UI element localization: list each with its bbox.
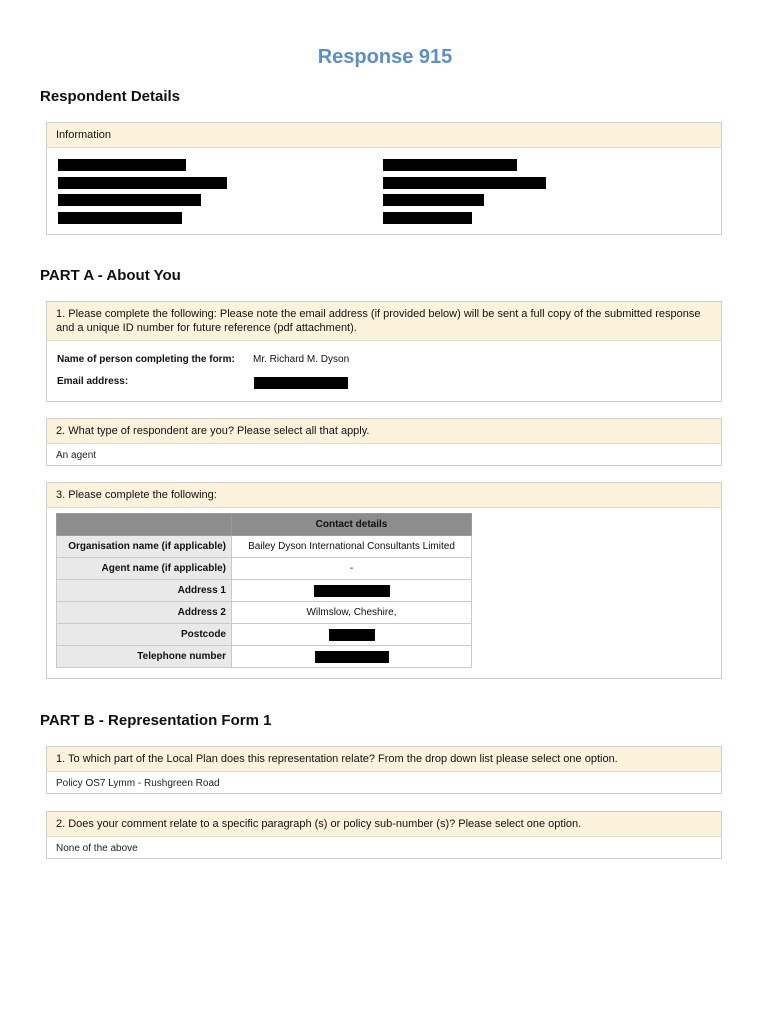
- table-row: [57, 580, 472, 602]
- part-b-question-2-panel: [46, 811, 722, 859]
- part-a-question-3-text: 3. Please complete the following:: [47, 483, 721, 508]
- part-a-question-2-answer: An agent: [56, 450, 97, 461]
- email-label: Email address:: [57, 376, 129, 387]
- redaction-block: [383, 159, 517, 171]
- row-value: Wilmslow, Cheshire,: [232, 602, 472, 624]
- redaction-block: [383, 212, 472, 224]
- row-label: Agent name (if applicable): [57, 558, 232, 580]
- part-a-question-2-panel: [46, 418, 722, 466]
- redaction-block: [314, 585, 390, 597]
- redaction-block: [58, 177, 227, 189]
- row-label: Organisation name (if applicable): [57, 536, 232, 558]
- table-row: [57, 536, 472, 558]
- contact-details-table: [56, 513, 472, 668]
- table-row: [57, 646, 472, 668]
- name-label: Name of person completing the form:: [57, 354, 235, 365]
- information-panel: [46, 122, 722, 235]
- part-b-question-2-answer: None of the above: [56, 843, 138, 854]
- redaction-block: [329, 629, 375, 641]
- part-b-question-1-answer: Policy OS7 Lymm - Rushgreen Road: [56, 778, 220, 789]
- part-a-question-1-text: 1. Please complete the following: Please note the email address (if provided below) will be sent a full copy of the submitted response and a unique ID number for future reference (pdf attachment).: [47, 302, 721, 341]
- row-label: Address 2: [57, 602, 232, 624]
- row-label: Telephone number: [57, 646, 232, 668]
- information-panel-header: Information: [47, 123, 721, 148]
- name-value: Mr. Richard M. Dyson: [253, 354, 350, 365]
- table-row: [57, 558, 472, 580]
- respondent-details-heading: Respondent Details: [40, 88, 181, 105]
- row-value: -: [232, 558, 472, 580]
- table-header-contact-details: Contact details: [232, 514, 472, 536]
- row-value-redacted: [232, 624, 472, 646]
- row-label: Postcode: [57, 624, 232, 646]
- redaction-block: [383, 177, 546, 189]
- redaction-block: [58, 212, 182, 224]
- part-b-question-2-text: 2. Does your comment relate to a specific paragraph (s) or policy sub-number (s)? Please select one option.: [47, 812, 721, 837]
- part-a-question-3-panel: [46, 482, 722, 679]
- row-label: Address 1: [57, 580, 232, 602]
- table-header-blank: [57, 514, 232, 536]
- part-b-question-1-text: 1. To which part of the Local Plan does this representation relate? From the drop down list please select one option.: [47, 747, 721, 772]
- redaction-block: [58, 159, 186, 171]
- table-row: [57, 602, 472, 624]
- row-value-redacted: [232, 580, 472, 602]
- part-a-question-1-panel: [46, 301, 722, 402]
- row-value: Bailey Dyson International Consultants Limited: [232, 536, 472, 558]
- table-row: [57, 624, 472, 646]
- redaction-block: [383, 194, 484, 206]
- part-b-question-1-panel: [46, 746, 722, 794]
- email-redaction: [254, 377, 348, 389]
- part-a-heading: PART A - About You: [40, 267, 181, 284]
- redaction-block: [58, 194, 201, 206]
- part-a-question-2-text: 2. What type of respondent are you? Please select all that apply.: [47, 419, 721, 444]
- redaction-block: [315, 651, 389, 663]
- row-value-redacted: [232, 646, 472, 668]
- part-b-heading: PART B - Representation Form 1: [40, 712, 272, 729]
- page-title: Response 915: [317, 46, 453, 68]
